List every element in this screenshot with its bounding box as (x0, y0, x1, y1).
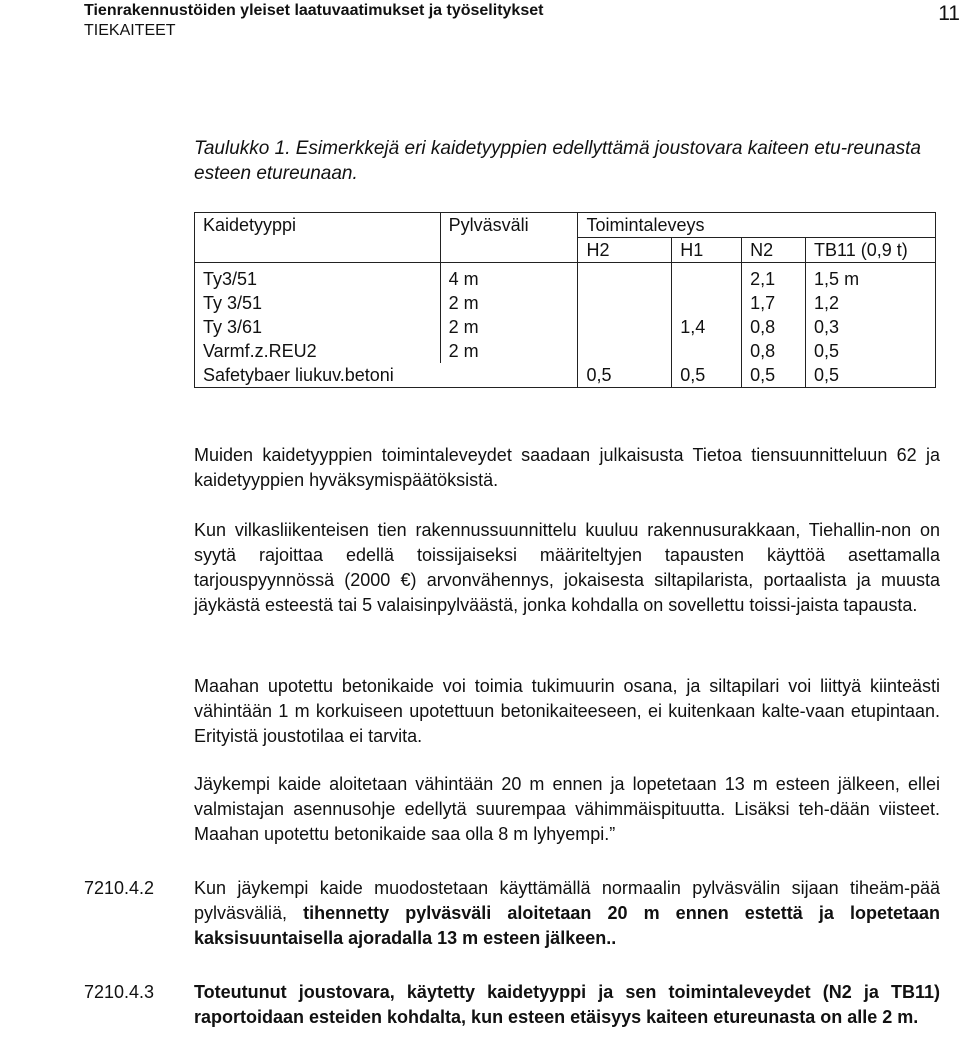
cell-tb11: 0,5 (806, 363, 936, 388)
cell-n2: 0,8 (742, 339, 806, 363)
cell-type: Ty3/51 (195, 263, 441, 292)
cell-h2 (578, 315, 672, 339)
cell-h1: 0,5 (672, 363, 742, 388)
clause-text (194, 876, 940, 951)
paragraph-rigid-barrier: Jäykempi kaide aloitetaan vähintään 20 m ennen ja lopetetaan 13 m esteen jälkeen, ellei valmistajan asennusohje edellytä suurempaa vähimmäispituutta. Lisäksi teh-dään viisteet. Maahan upotettu betonikaide saa olla 8 m lyhyempi.” (194, 774, 940, 844)
cell-h2 (578, 291, 672, 315)
clause-number: 7210.4.3 (84, 982, 155, 1002)
header-n2: N2 (742, 238, 806, 263)
cell-h2 (578, 263, 672, 292)
paragraph-concrete-barrier: Maahan upotettu betonikaide voi toimia tukimuurin osana, ja siltapilari voi liittyä kiinteästi vähintään 1 m korkuiseen upotettuun betonikaiteeseen, ei kuitenkaan kalte-vaan etupintaan. Erityistä joustotilaa ei tarvita. (194, 676, 940, 746)
table-row (195, 339, 936, 363)
cell-h2: 0,5 (578, 363, 672, 388)
guardrail-table (194, 212, 936, 388)
cell-h1: 1,4 (672, 315, 742, 339)
cell-spacing: 2 m (440, 315, 578, 339)
header-width: Toimintaleveys (578, 213, 936, 238)
cell-h1 (672, 291, 742, 315)
table-header-row (195, 213, 936, 238)
cell-type: Varmf.z.REU2 (195, 339, 441, 363)
cell-n2: 2,1 (742, 263, 806, 292)
document-title: Tienrakennustöiden yleiset laatuvaatimukset ja työselitykset (84, 2, 544, 19)
cell-n2: 0,8 (742, 315, 806, 339)
cell-type: Ty 3/61 (195, 315, 441, 339)
cell-h1 (672, 339, 742, 363)
cell-n2: 0,5 (742, 363, 806, 388)
paragraph-table-source: Muiden kaidetyyppien toimintaleveydet saadaan julkaisusta Tietoa tiensuunnitteluun 62 ja kaidetyyppien hyväksymispäätöksistä. (194, 445, 940, 490)
page-number: 11 (938, 2, 960, 25)
table-row (195, 263, 936, 292)
cell-n2: 1,7 (742, 291, 806, 315)
clause-number: 7210.4.2 (84, 878, 155, 898)
clause-text-bold: tihennetty pylväsväli aloitetaan 20 m ennen estettä ja lopetetaan kaksisuuntaisella ajoradalla 13 m esteen jälkeen.. (194, 903, 941, 948)
header-h1: H1 (672, 238, 742, 263)
cell-spacing: 4 m (440, 263, 578, 292)
cell-tb11: 0,3 (806, 315, 936, 339)
cell-type: Ty 3/51 (195, 291, 441, 315)
table-subheader-row (195, 238, 936, 263)
table-row (195, 291, 936, 315)
cell-spacing: 2 m (440, 291, 578, 315)
cell-tb11: 1,2 (806, 291, 936, 315)
table-row (195, 363, 936, 388)
cell-type: Safetybaer liukuv.betoni (195, 363, 578, 388)
cell-tb11: 0,5 (806, 339, 936, 363)
clause-text-bold: Toteutunut joustovara, käytetty kaidetyyppi ja sen toimintaleveydet (N2 ja TB11) raportoidaan esteiden kohdalta, kun esteen etäisyys kaiteen etureunasta on alle 2 m. (194, 982, 940, 1027)
header-h2: H2 (578, 238, 672, 263)
cell-h2 (578, 339, 672, 363)
header-spacing: Pylväsväli (440, 213, 578, 238)
cell-tb11: 1,5 m (806, 263, 936, 292)
clause-text-plain: Kun jäykempi kaide muodostetaan käyttämällä normaalin pylväsvälin sijaan tiheäm-pää pylväsväliä, (194, 878, 940, 923)
table-row (195, 315, 936, 339)
document-subtitle: TIEKAITEET (84, 22, 176, 39)
table-caption: Taulukko 1. Esimerkkejä eri kaidetyyppien edellyttämä joustovara kaiteen etu-reunasta esteen etureunaan. (194, 138, 921, 184)
header-tb11: TB11 (0,9 t) (806, 238, 936, 263)
paragraph-design-contract: Kun vilkasliikenteisen tien rakennussuunnittelu kuuluu rakennusurakkaan, Tiehallin-non on syytä rajoittaa edellä toissijaiseksi määriteltyjen tapausten käyttöä asettamalla tarjouspyynnössä (2000 €) arvonvähennys, jokaisesta siltapilarista, portaalista ja muusta jäykästä esteestä tai 5 valaisinpylväästä, jonka kohdalla on sovellettu toissi-jaista tapausta. (194, 520, 940, 615)
header-type: Kaidetyyppi (195, 213, 441, 238)
cell-spacing: 2 m (440, 339, 578, 363)
cell-h1 (672, 263, 742, 292)
